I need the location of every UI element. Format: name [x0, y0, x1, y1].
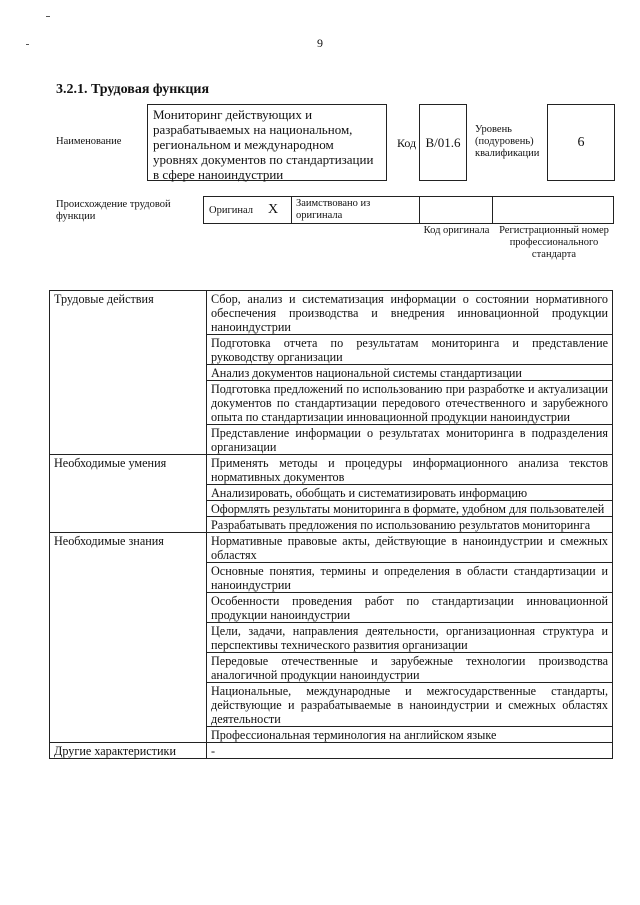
row-item: Особенности проведения работ по стандартизации инновационной продукции наноиндустрии — [207, 593, 613, 623]
row-item: - — [207, 743, 613, 759]
section-title: 3.2.1. Трудовая функция — [56, 82, 210, 97]
row-label: Необходимые знания — [50, 533, 207, 743]
row-item: Профессиональная терминология на английском языке — [207, 727, 613, 743]
row-item: Подготовка предложений по использованию при разработке и актуализации документов по стандартизации передового отечественного и зарубежного опыта по стандартизации инновационной продукции наноиндустрии — [207, 381, 613, 425]
original-mark: X — [268, 202, 279, 217]
page-number: 9 — [317, 36, 323, 50]
table-row — [50, 455, 613, 485]
row-item: Передовые отечественные и зарубежные технологии производства аналогичной продукции наноиндустрии — [207, 653, 613, 683]
row-label: Трудовые действия — [50, 291, 207, 455]
row-item: Представление информации о результатах мониторинга в подразделения организации — [207, 425, 613, 455]
row-item: Анализировать, обобщать и систематизировать информацию — [207, 485, 613, 501]
table-row — [50, 533, 613, 563]
code-label: Код — [397, 136, 417, 150]
level-label: Уровень (подуровень) квалификации — [475, 124, 540, 159]
original-label: Оригинал — [209, 205, 253, 216]
reg-number-caption: Регистрационный номер профессионального стандарта — [499, 225, 609, 260]
row-item: Оформлять результаты мониторинга в формате, удобном для пользователей — [207, 501, 613, 517]
origin-label: Происхождение трудовой функции — [56, 199, 171, 222]
row-item: Нормативные правовые акты, действующие в наноиндустрии и смежных областях — [207, 533, 613, 563]
row-label: Необходимые умения — [50, 455, 207, 533]
origin-table — [203, 196, 614, 224]
code-original-caption: Код оригинала — [423, 225, 490, 236]
level-value: 6 — [577, 134, 585, 150]
row-item: Подготовка отчета по результатам мониторинга и представление руководству организации — [207, 335, 613, 365]
row-item: Применять методы и процедуры информационного анализа текстов нормативных документов — [207, 455, 613, 485]
row-item: Национальные, международные и межгосударственные стандарты, действующие и разрабатываемые в наноиндустрии и смежных областях деятельности — [207, 683, 613, 727]
level-value-box — [547, 104, 615, 181]
table-row — [50, 743, 613, 759]
function-name-box: Мониторинг действующих и разрабатываемых на национальном, региональном и международном уровнях документов по стандартизации в сфере наноиндустрии — [147, 104, 387, 181]
row-item: Основные понятия, термины и определения в области стандартизации и наноиндустрии — [207, 563, 613, 593]
row-item: Сбор, анализ и систематизация информации о состоянии нормативного обеспечения производства и внедрения инновационной продукции наноиндустрии — [207, 291, 613, 335]
table-row — [50, 291, 613, 335]
row-item: Анализ документов национальной системы стандартизации — [207, 365, 613, 381]
row-item: Разрабатывать предложения по использованию результатов мониторинга — [207, 517, 613, 533]
scan-speck — [46, 16, 50, 17]
row-item: Цели, задачи, направления деятельности, организационная структура и перспективы технического развития организации — [207, 623, 613, 653]
row-label: Другие характеристики — [50, 743, 207, 759]
name-label: Наименование — [56, 136, 122, 147]
function-details-table — [49, 290, 613, 759]
code-value: B/01.6 — [425, 134, 461, 150]
borrowed-label: Заимствовано из оригинала — [296, 198, 371, 221]
code-value-box — [419, 104, 467, 181]
